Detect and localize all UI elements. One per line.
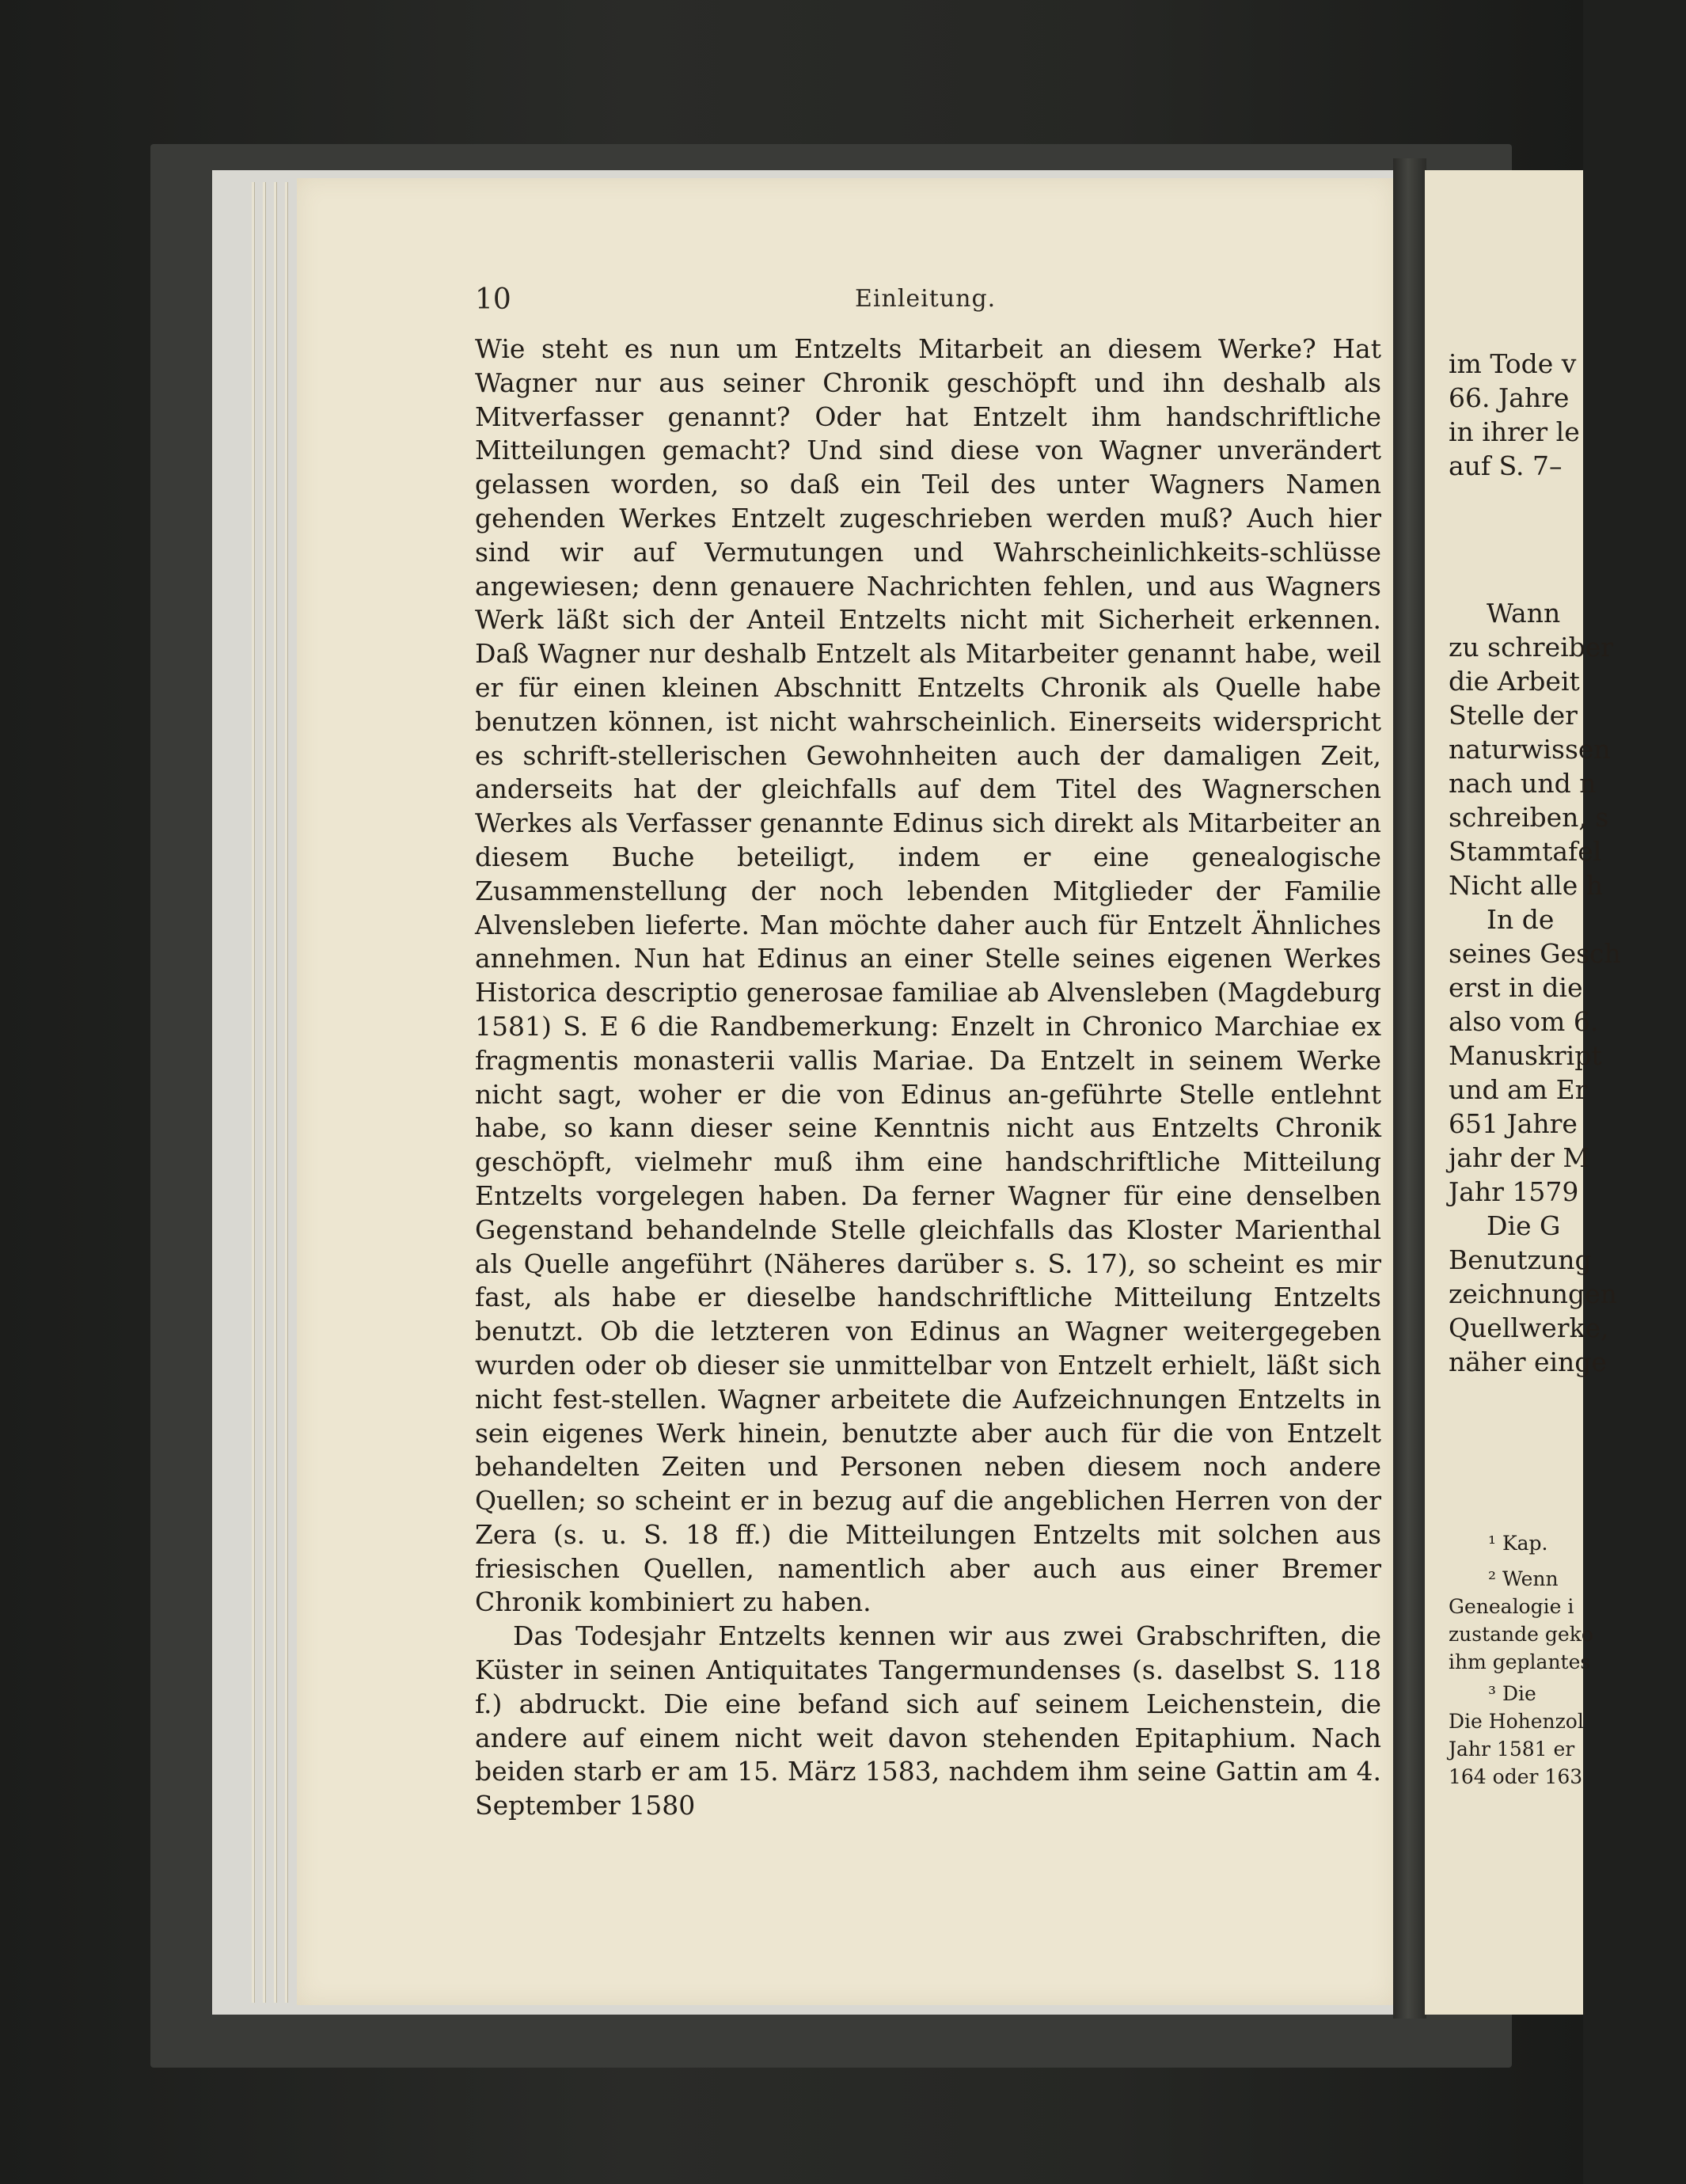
facing-line: näher einge xyxy=(1449,1346,1607,1377)
facing-line: Wann xyxy=(1487,598,1561,629)
page-number: 10 xyxy=(475,283,511,316)
facing-line: in ihrer le xyxy=(1449,416,1580,447)
paragraph: Wie steht es nun um Entzelts Mitarbeit an diesem Werke? Hat Wagner nur aus seiner Chronik geschöpft und ihn deshalb als Mitverfasser genannt? Oder hat Entzelt ihm handschriftliche Mitteilungen gemacht? Und sind diese von Wagner unverändert gelassen worden, so daß ein Teil des unter Wagners Namen gehenden Werkes Entzelt zugeschrieben werden muß? Auch hier sind wir auf Vermutungen und Wahrscheinlichkeits-schlüsse angewiesen; denn genauere Nachrichten fehlen, und aus Wagners Werk läßt sich der Anteil Entzelts nicht mit Sicherheit erkennen. Daß Wagner nur deshalb Entzelt als Mitarbeiter genannt habe, weil er für einen kleinen Abschnitt Entzelts Chronik als Quelle habe benutzen können, ist nicht wahrscheinlich. Einerseits widerspricht es schrift-stellerischen Gewohnheiten auch der damaligen Zeit, anderseits hat der gleichfalls auf dem Titel des Wagnerschen Werkes als Verfasser genannte Edinus sich direkt als Mitarbeiter an diesem Buche beteiligt, indem er eine genealogische Zusammenstellung der noch lebenden Mitglieder der Familie Alvensleben lieferte. Man möchte daher auch für Entzelt Ähnliches annehmen. Nun hat Edinus an einer Stelle seines eigenen Werkes Historica descriptio generosae familiae ab Alvensleben (Magdeburg 1581) S. E 6 die Randbemerkung: Enzelt in Chronico Marchiae ex fragmentis monasterii vallis Mariae. Da Entzelt in seinem Werke nicht sagt, woher er die von Edinus an-geführte Stelle entlehnt habe, so kann dieser seine Kenntnis nicht aus Entzelts Chronik geschöpft, vielmehr muß ihm eine handschriftliche Mitteilung Entzelts vorgelegen haben. Da ferner Wagner für eine denselben Gegenstand behandelnde Stelle gleichfalls das Kloster Marienthal als Quelle angeführt (Näheres darüber s. S. 17), so scheint es mir fast, als habe er dieselbe handschriftliche Mitteilung Entzelts benutzt. Ob die letzteren von Edinus an Wagner weitergegeben wurden oder ob dieser sie unmittelbar von Entzelt erhielt, läßt sich nicht fest-stellen. Wagner arbeitete die Aufzeichnungen Entzelts in sein eigenes Werk hinein, benutzte aber auch für die von Entzelt behandelten Zeiten und Personen neben diesem noch andere Quellen; so scheint er in bezug auf die angeblichen Herren von der Zera (s. u. S. 18 ff.) die Mitteilungen Entzelts mit solchen aus friesischen Quellen, namentlich aber auch aus einer Bremer Chronik kombiniert zu haben. xyxy=(475,333,1381,1618)
facing-line: Manuskript xyxy=(1449,1040,1602,1071)
footnote-line: ² Wenn xyxy=(1488,1567,1559,1590)
facing-line: Die G xyxy=(1487,1210,1561,1241)
facing-line: im Tode v xyxy=(1449,348,1577,379)
page-edge xyxy=(252,182,255,2003)
footnote-line: Die Hohenzol xyxy=(1449,1710,1584,1733)
facing-line: nach und n xyxy=(1449,768,1597,799)
footnote-line: zustande geko xyxy=(1449,1623,1593,1646)
facing-line: 651 Jahre xyxy=(1449,1108,1578,1139)
facing-line: zeichnungen xyxy=(1449,1278,1617,1309)
facing-line: In de xyxy=(1487,904,1555,935)
facing-line: zu schreiber xyxy=(1449,632,1614,663)
facing-line: erst in die xyxy=(1449,972,1583,1003)
running-head: Einleitung. xyxy=(855,285,997,313)
book-gutter xyxy=(1393,158,1426,2019)
facing-line: auf S. 7– xyxy=(1449,450,1563,481)
footnote-line: 164 oder 163 xyxy=(1449,1765,1583,1788)
main-text xyxy=(475,332,1381,1823)
facing-line: schreiben, s xyxy=(1449,802,1609,833)
footnote-line: Genealogie i xyxy=(1449,1595,1574,1618)
facing-line: also vom 6. xyxy=(1449,1006,1599,1037)
footnote-line: ihm geplantes xyxy=(1449,1650,1591,1673)
facing-line: seines Gesch xyxy=(1449,938,1621,969)
page-edge xyxy=(285,182,288,2003)
footnote-line: ³ Die xyxy=(1488,1682,1536,1705)
page-edge xyxy=(263,182,266,2003)
facing-line: Nicht alle h xyxy=(1449,870,1603,901)
facing-line: Benutzung xyxy=(1449,1244,1592,1275)
facing-line: jahr der M xyxy=(1449,1142,1590,1173)
facing-line: Stelle der xyxy=(1449,700,1578,731)
facing-line: naturwissen xyxy=(1449,734,1611,765)
footnote-line: ¹ Kap. xyxy=(1488,1532,1548,1555)
page-header xyxy=(475,283,1385,323)
facing-line: und am Er xyxy=(1449,1074,1588,1105)
page-edge xyxy=(274,182,277,2003)
facing-line: Jahr 1579 xyxy=(1449,1176,1579,1207)
footnote-line: Jahr 1581 er xyxy=(1449,1738,1575,1760)
paragraph: Das Todesjahr Entzelts kennen wir aus zwei Grabschriften, die Küster in seinen Antiquitates Tangermundenses (s. daselbst S. 118 f.) abdruckt. Die eine befand sich auf seinem Leichenstein, die andere auf einem nicht weit davon stehenden Epitaphium. Nach beiden starb er am 15. März 1583, nachdem ihm seine Gattin am 4. September 1580 xyxy=(475,1620,1381,1821)
facing-page xyxy=(1425,170,1621,2015)
facing-line: die Arbeit xyxy=(1449,666,1580,697)
facing-line: 66. Jahre xyxy=(1449,382,1570,413)
facing-line: Stammtafel xyxy=(1449,836,1602,867)
facing-line: Quellwerke, xyxy=(1449,1312,1609,1343)
